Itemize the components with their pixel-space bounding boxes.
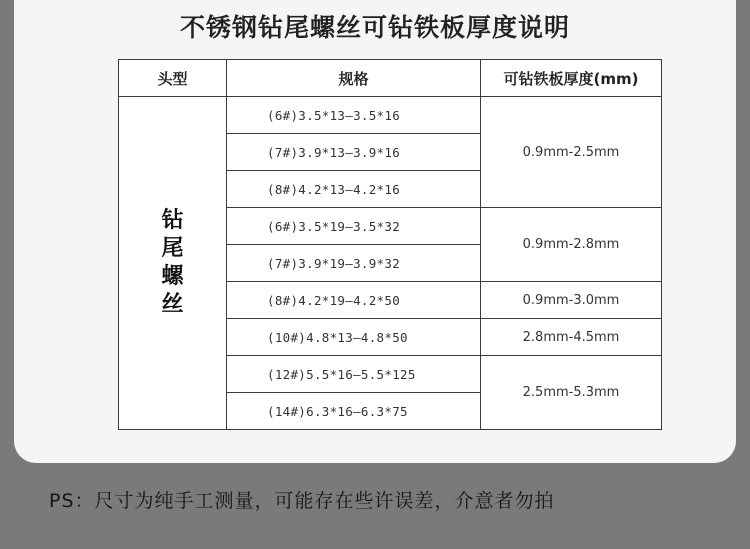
head-type-cell bbox=[119, 97, 227, 430]
header-head-type: 头型 bbox=[119, 60, 227, 97]
head-type-char: 钻 bbox=[161, 208, 184, 233]
spec-table bbox=[118, 59, 662, 430]
page-title: 不锈钢钻尾螺丝可钻铁板厚度说明 bbox=[179, 13, 570, 42]
thickness-cell: 2.5mm-5.3mm bbox=[481, 356, 662, 430]
header-thickness: 可钻铁板厚度(mm) bbox=[481, 60, 662, 97]
head-type-char: 丝 bbox=[161, 292, 184, 317]
spec-cell: (8#)4.2*19—4.2*50 bbox=[227, 282, 481, 319]
spec-cell: (6#)3.5*13—3.5*16 bbox=[227, 97, 481, 134]
header-spec: 规格 bbox=[227, 60, 481, 97]
table-row bbox=[119, 97, 662, 134]
thickness-cell: 2.8mm-4.5mm bbox=[481, 319, 662, 356]
spec-cell: (12#)5.5*16—5.5*125 bbox=[227, 356, 481, 393]
table-header-row bbox=[119, 60, 662, 97]
spec-cell: (6#)3.5*19—3.5*32 bbox=[227, 208, 481, 245]
thickness-cell: 0.9mm-3.0mm bbox=[481, 282, 662, 319]
spec-cell: (10#)4.8*13—4.8*50 bbox=[227, 319, 481, 356]
head-type-char: 尾 bbox=[161, 236, 184, 261]
footer-note: PS：尺寸为纯手工测量，可能存在些许误差，介意者勿拍 bbox=[49, 490, 555, 512]
spec-cell: (14#)6.3*16—6.3*75 bbox=[227, 393, 481, 430]
thickness-cell: 0.9mm-2.5mm bbox=[481, 97, 662, 208]
spec-cell: (7#)3.9*19—3.9*32 bbox=[227, 245, 481, 282]
thickness-cell: 0.9mm-2.8mm bbox=[481, 208, 662, 282]
spec-cell: (8#)4.2*13—4.2*16 bbox=[227, 171, 481, 208]
spec-cell: (7#)3.9*13—3.9*16 bbox=[227, 134, 481, 171]
head-type-char: 螺 bbox=[161, 264, 184, 289]
